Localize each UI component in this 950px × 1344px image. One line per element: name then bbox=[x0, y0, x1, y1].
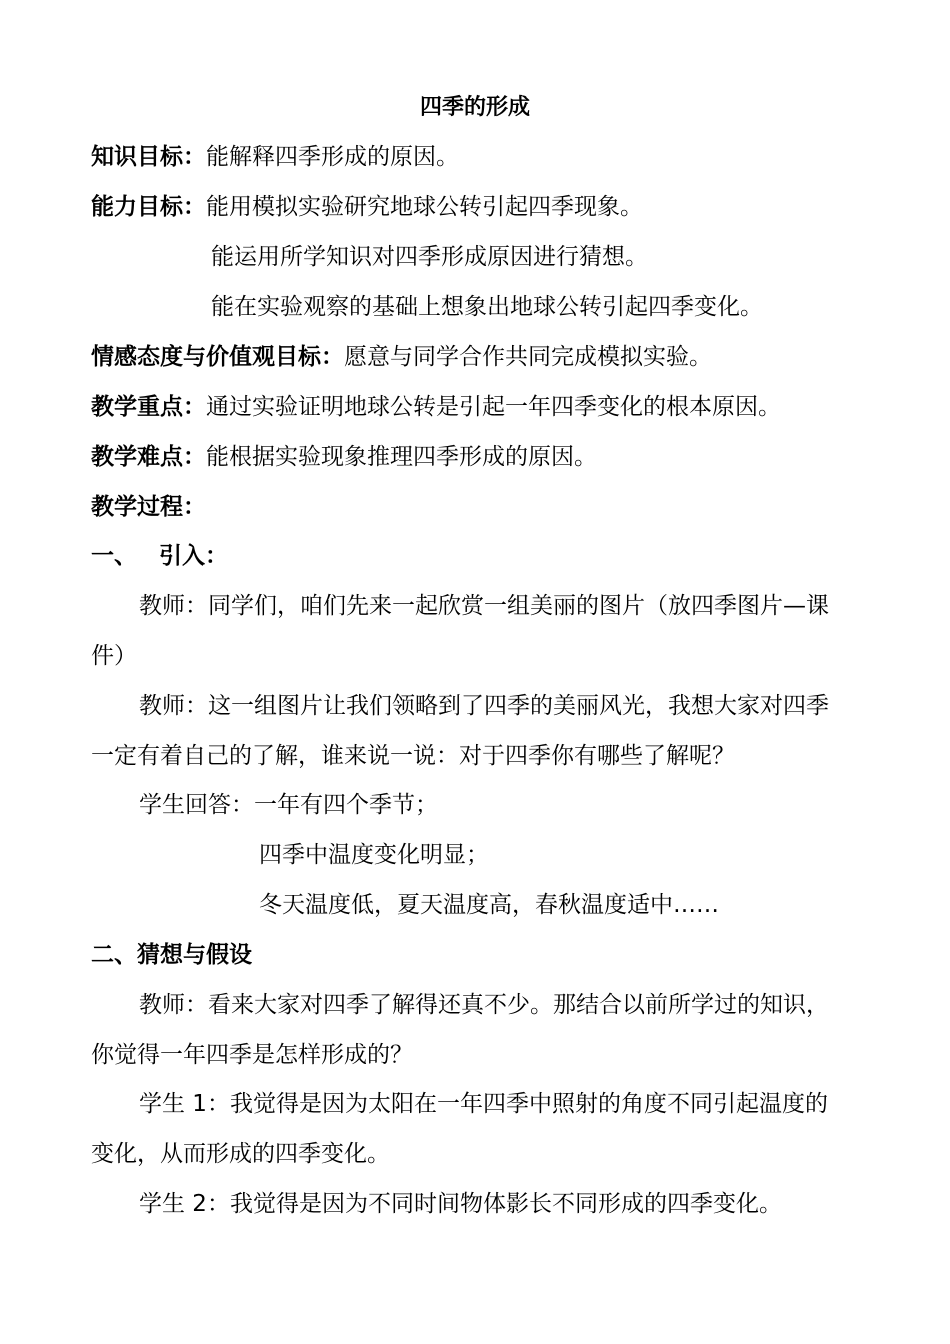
section-heading-intro bbox=[91, 541, 228, 571]
ability-objective-line: 能用模拟实验研究地球公转引起四季现象。 bbox=[206, 194, 643, 220]
student-answer-line: 学生回答：一年有四个季节； bbox=[139, 792, 438, 818]
paragraph-line: 你觉得一年四季是怎样形成的？ bbox=[91, 1042, 413, 1068]
teaching-key-point bbox=[91, 392, 781, 422]
teaching-difficulty-label: 教学难点： bbox=[91, 444, 206, 470]
paragraph-line: 变化，从而形成的四季变化。 bbox=[91, 1141, 390, 1167]
paragraph-line: 学生 2：我觉得是因为不同时间物体影长不同形成的四季变化。 bbox=[139, 1191, 782, 1217]
attitude-objective bbox=[91, 342, 712, 372]
teaching-difficulty-text: 能根据实验现象推理四季形成的原因。 bbox=[206, 444, 597, 470]
ability-objective-label: 能力目标： bbox=[91, 194, 206, 220]
section-heading-hypothesis: 二、猜想与假设 bbox=[91, 942, 252, 968]
attitude-objective-text: 愿意与同学合作共同完成模拟实验。 bbox=[344, 344, 712, 370]
paragraph-line: 件） bbox=[91, 643, 137, 669]
knowledge-objective bbox=[91, 142, 459, 172]
student-answer-line: 冬天温度低，夏天温度高，春秋温度适中…… bbox=[259, 892, 719, 918]
section-title: 引入： bbox=[159, 543, 228, 569]
ability-objective-line: 能运用所学知识对四季形成原因进行猜想。 bbox=[211, 244, 648, 270]
page-title: 四季的形成 bbox=[419, 95, 530, 120]
paragraph-line: 一定有着自己的了解，谁来说一说：对于四季你有哪些了解呢？ bbox=[91, 743, 735, 769]
paragraph-line: 教师：同学们，咱们先来一起欣赏一组美丽的图片（放四季图片—课 bbox=[139, 593, 829, 619]
teaching-difficulty bbox=[91, 442, 597, 472]
teaching-key-point-text: 通过实验证明地球公转是引起一年四季变化的根本原因。 bbox=[206, 394, 781, 420]
attitude-objective-label: 情感态度与价值观目标： bbox=[91, 344, 344, 370]
section-number: 一、 bbox=[91, 543, 137, 569]
knowledge-objective-label: 知识目标： bbox=[91, 144, 206, 170]
teaching-key-point-label: 教学重点： bbox=[91, 394, 206, 420]
knowledge-objective-text: 能解释四季形成的原因。 bbox=[206, 144, 459, 170]
ability-objective-line: 能在实验观察的基础上想象出地球公转引起四季变化。 bbox=[211, 294, 763, 320]
paragraph-line: 教师：这一组图片让我们领略到了四季的美丽风光，我想大家对四季 bbox=[139, 693, 829, 719]
paragraph-line: 教师：看来大家对四季了解得还真不少。那结合以前所学过的知识， bbox=[139, 992, 829, 1018]
ability-objective bbox=[91, 192, 643, 222]
teaching-process-label: 教学过程： bbox=[91, 494, 206, 520]
paragraph-line: 学生 1：我觉得是因为太阳在一年四季中照射的角度不同引起温度的 bbox=[139, 1091, 828, 1117]
student-answer-line: 四季中温度变化明显； bbox=[259, 842, 489, 868]
